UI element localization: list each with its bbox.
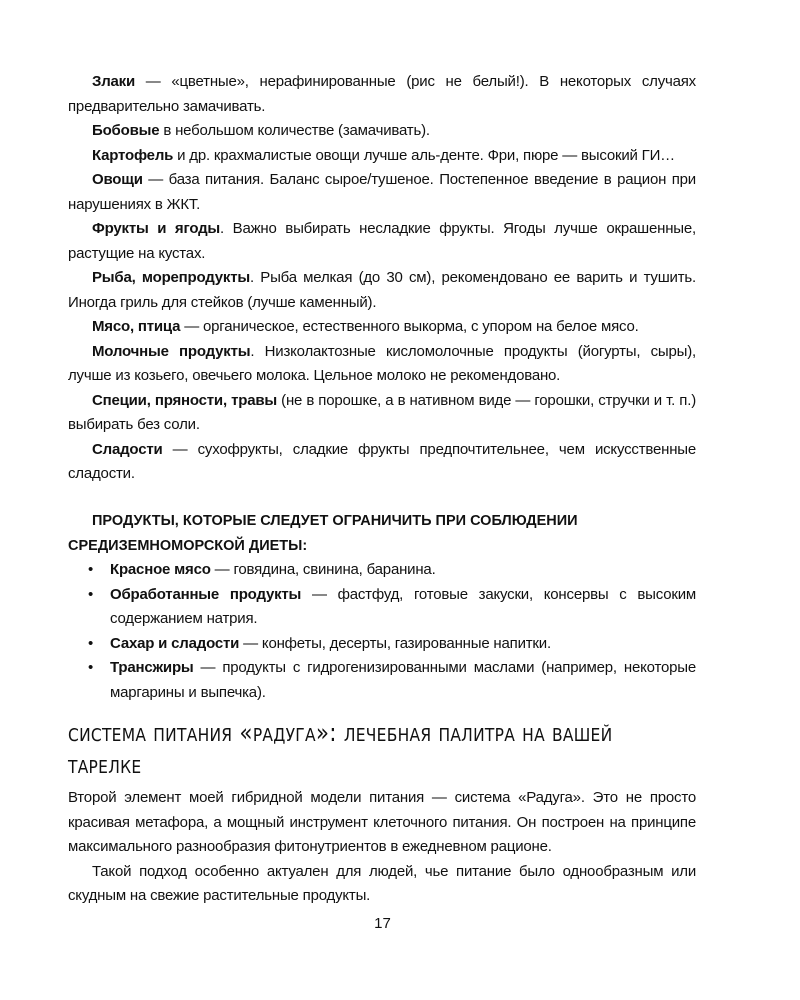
food-text: в небольшом количестве (замачивать). bbox=[159, 122, 430, 139]
bullet-dot: • bbox=[88, 561, 94, 578]
food-text: . Низколактозные кисломолочные продукты (йогурты, сыры), лучше из козьего, овечьего молока. Цельное молоко не рекомендовано. bbox=[68, 342, 696, 384]
food-term: Злаки bbox=[92, 73, 135, 90]
limit-text: — фастфуд, готовые закуски, консервы с высоким содержанием натрия. bbox=[110, 585, 696, 627]
list-item bbox=[68, 632, 696, 657]
bullet-dot: • bbox=[88, 585, 94, 603]
list-item bbox=[68, 558, 696, 583]
food-term: Картофель bbox=[92, 146, 174, 164]
food-text: . Рыба мелкая (до 30 см), рекомендовано ее варить и тушить. Иногда гриль для стейков (лучше каменный). bbox=[68, 269, 696, 311]
food-paragraph-fruits bbox=[68, 217, 696, 266]
food-term: Бобовые bbox=[92, 122, 160, 139]
food-term: Специи, пряности, травы bbox=[92, 391, 277, 409]
bullet-dot: • bbox=[88, 634, 94, 652]
limit-text: — говядина, свинина, баранина. bbox=[210, 561, 436, 578]
section-title-line1: система питания «радуга»: лечебная палитра на вашей bbox=[68, 718, 613, 747]
food-term: Молочные продукты bbox=[92, 342, 251, 360]
food-term: Овощи bbox=[92, 171, 143, 188]
food-paragraph-legumes bbox=[68, 119, 696, 144]
bullet-dot: • bbox=[88, 659, 94, 676]
food-term: Мясо, птица bbox=[92, 318, 181, 335]
food-text: — база питания. Баланс сырое/тушеное. Постепенное введение в рацион при нарушениях в ЖКТ. bbox=[68, 171, 696, 213]
page-number: 17 bbox=[374, 915, 391, 932]
food-text: и др. крахмалистые овощи лучше аль-денте. Фри, пюре — высокий ГИ… bbox=[173, 146, 675, 164]
section-title-line2: тарелке bbox=[68, 750, 142, 779]
food-term: Рыба, морепродукты bbox=[92, 269, 250, 286]
limit-text: — конфеты, десерты, газированные напитки. bbox=[239, 634, 551, 652]
limit-term: Трансжиры bbox=[110, 659, 194, 676]
body-paragraph-1: Второй элемент моей гибридной модели питания — система «Радуга». Это не просто красивая метафора, а мощный инструмент клеточного питания. Он построен на принципе максимального разнообразия фитонутриентов в ежедневном рационе. bbox=[68, 789, 696, 855]
food-paragraph-dairy bbox=[68, 340, 696, 389]
food-text: . Важно выбирать несладкие фрукты. Ягоды лучше окрашенные, растущие на кустах. bbox=[68, 220, 696, 262]
food-text: — «цветные», нерафинированные (рис не белый!). В некоторых случаях предварительно замачивать. bbox=[68, 73, 696, 115]
food-paragraph-potato bbox=[68, 144, 696, 169]
food-paragraph-fish bbox=[68, 266, 696, 315]
food-term: Сладости bbox=[92, 440, 163, 458]
food-text: — органическое, естественного выкорма, с упором на белое мясо. bbox=[180, 318, 639, 335]
food-text: (не в порошке, а в нативном виде — горошки, стручки и т. п.) выбирать без соли. bbox=[68, 391, 696, 433]
food-paragraph-spices bbox=[68, 389, 696, 438]
food-paragraph-meat bbox=[68, 315, 696, 340]
limit-term: Обработанные продукты bbox=[110, 585, 302, 603]
food-paragraph-sweets bbox=[68, 438, 696, 487]
list-item bbox=[68, 583, 696, 632]
food-paragraph-grains bbox=[68, 70, 696, 119]
limit-text: — продукты с гидрогенизированными маслами (например, некоторые маргарины и выпечка). bbox=[110, 659, 696, 701]
food-paragraph-vegetables bbox=[68, 168, 696, 217]
limit-term: Красное мясо bbox=[110, 561, 211, 578]
food-text: — сухофрукты, сладкие фрукты предпочтительнее, чем искусственные сладости. bbox=[68, 440, 696, 482]
limit-list bbox=[68, 558, 696, 705]
list-item bbox=[68, 656, 696, 705]
limit-term: Сахар и сладости bbox=[110, 634, 240, 652]
food-term: Фрукты и ягоды bbox=[92, 220, 221, 237]
limit-heading: ПРОДУКТЫ, КОТОРЫЕ СЛЕДУЕТ ОГРАНИЧИТЬ ПРИ СОБЛЮДЕНИИ СРЕДИЗЕМНОМОРСКОЙ ДИЕТЫ: bbox=[68, 513, 578, 554]
body-paragraph-2: Такой подход особенно актуален для людей, чье питание было однообразным или скудным на свежие растительные продукты. bbox=[68, 862, 696, 904]
